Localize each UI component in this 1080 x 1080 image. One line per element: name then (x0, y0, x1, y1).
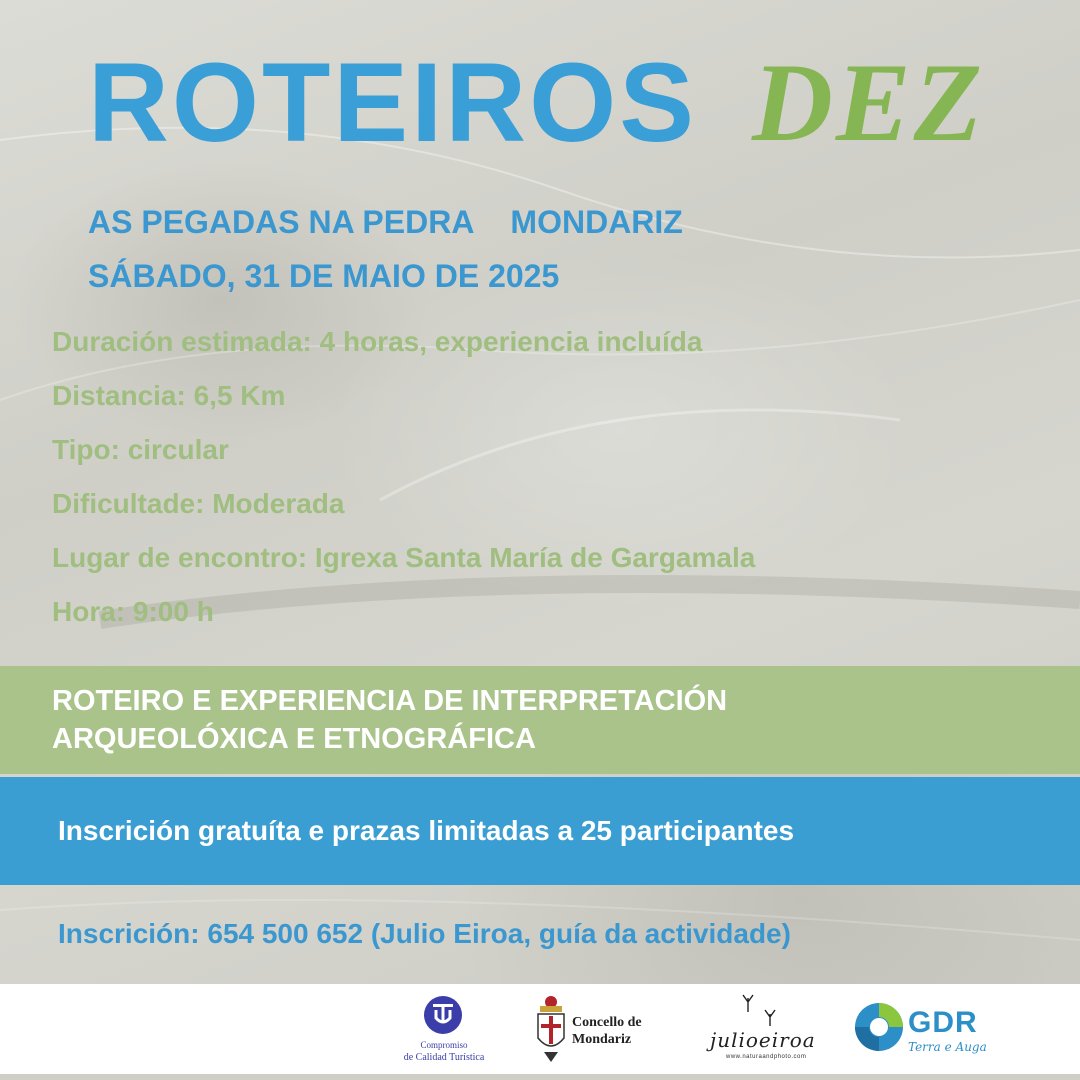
detail-distance: Distancia: 6,5 Km (52, 380, 286, 411)
concello-line2: Mondariz (572, 1032, 632, 1047)
detail-type: Tipo: circular (52, 434, 229, 465)
event-details (52, 322, 755, 646)
julio-eiroa-logo (700, 992, 830, 1070)
event-place: MONDARIZ (510, 204, 683, 240)
activity-banner-line1: ROTEIRO E EXPERIENCIA DE INTERPRETACIÓN (52, 685, 728, 717)
title-main: ROTEIROS (88, 40, 697, 165)
sponsor-footer (0, 984, 1080, 1074)
registration-banner (0, 777, 1080, 885)
event-name-line (88, 204, 683, 241)
concello-line1: Concello de (572, 1015, 642, 1030)
calidad-turistica-line1: Compromiso (420, 1040, 468, 1050)
detail-time: Hora: 9:00 h (52, 596, 214, 627)
detail-duration: Duración estimada: 4 horas, experiencia incluída (52, 326, 703, 357)
activity-banner-line2: ARQUEOLÓXICA E ETNOGRÁFICA (52, 723, 536, 755)
bottom-strip (0, 1074, 1080, 1080)
gdr-subtitle: Terra e Auga (908, 1040, 987, 1054)
mondariz-coat-of-arms-icon (534, 994, 568, 1064)
registration-contact: Inscrición: 654 500 652 (Julio Eiroa, guía da actividade) (58, 918, 791, 949)
activity-banner (0, 666, 1080, 774)
julio-eiroa-signature: julioeiroa (710, 1028, 816, 1052)
gdr-swirl-icon (852, 1000, 906, 1054)
event-date: SÁBADO, 31 DE MAIO DE 2025 (88, 258, 560, 294)
detail-difficulty: Dificultade: Moderada (52, 488, 345, 519)
calidad-turistica-badge-icon (424, 996, 462, 1034)
event-name: AS PEGADAS NA PEDRA (88, 204, 475, 240)
registration-banner-text: Inscrición gratuíta e prazas limitadas a 25 participantes (58, 815, 795, 846)
concello-name (572, 1014, 642, 1048)
gdr-acronym: GDR (908, 1006, 978, 1039)
concello-mondariz-logo (530, 990, 670, 1070)
julio-eiroa-website: www.naturaandphoto.com (726, 1054, 807, 1060)
gdr-terra-auga-logo (852, 998, 992, 1064)
bird-tracks-icon (740, 992, 790, 1028)
event-title (0, 40, 1080, 165)
title-accent: DEZ (752, 41, 985, 165)
calidad-turistica-line2: de Calidad Turística (403, 1052, 485, 1063)
calidad-turistica-logo (394, 992, 494, 1070)
detail-meeting-place: Lugar de encontro: Igrexa Santa María de Gargamala (52, 542, 756, 573)
